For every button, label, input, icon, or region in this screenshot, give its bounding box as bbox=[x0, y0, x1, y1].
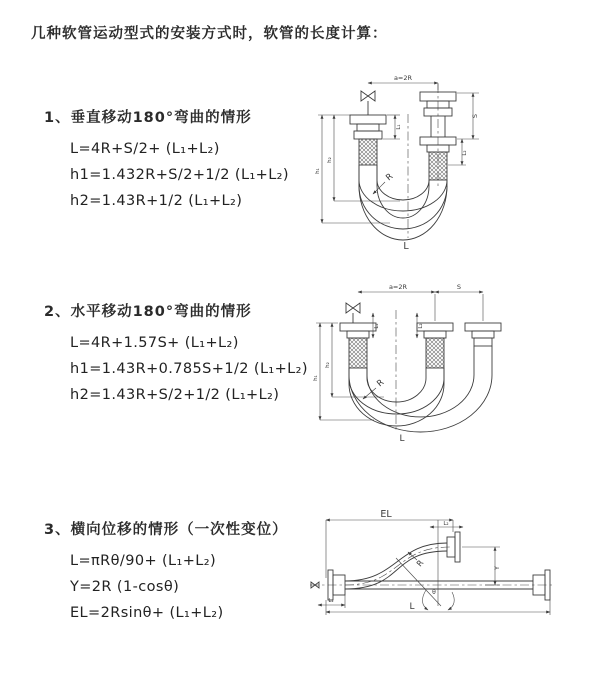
dim-label-h2: h₂ bbox=[327, 157, 333, 163]
label-radius: R bbox=[384, 171, 396, 184]
braid-section bbox=[426, 338, 444, 368]
section-3-heading: 3、横向位移的情形（一次性变位） bbox=[44, 522, 288, 538]
formula-length: L=4R+S/2+ (L₁+L₂) bbox=[70, 141, 220, 157]
dim-label-l2: L₂ bbox=[418, 323, 424, 329]
dim-label-el: EL bbox=[380, 509, 392, 520]
label-radius: R bbox=[375, 377, 387, 390]
formula-y: Y=2R (1-cosθ) bbox=[70, 579, 180, 595]
label-length: L bbox=[399, 434, 405, 444]
hose-drawing bbox=[340, 303, 501, 432]
hose-s-curve-bottom bbox=[345, 551, 447, 589]
hose-bend-curves bbox=[349, 346, 492, 432]
section-1-heading: 1、垂直移动180°弯曲的情形 bbox=[44, 110, 252, 126]
dim-label-l1: L₁ bbox=[328, 598, 334, 604]
dim-label-s: S bbox=[471, 113, 479, 119]
radius-leader bbox=[373, 182, 385, 194]
dim-label-h1: h₁ bbox=[315, 168, 321, 174]
formula-h2: h2=1.43R+S/2+1/2 (L₁+L₂) bbox=[70, 387, 280, 403]
formula-length: L=πRθ/90+ (L₁+L₂) bbox=[70, 553, 217, 569]
label-angle-theta: θ bbox=[432, 589, 436, 596]
valve-icon bbox=[361, 91, 375, 101]
dim-label-h1: h₁ bbox=[313, 375, 319, 381]
dim-label-y: Y bbox=[493, 566, 501, 570]
section-lateral-displacement bbox=[44, 518, 344, 626]
dimension-lines bbox=[318, 83, 479, 238]
dim-label-a2r: a=2R bbox=[388, 283, 408, 291]
section-horizontal-180 bbox=[44, 300, 344, 408]
formula-h2: h2=1.43R+1/2 (L₁+L₂) bbox=[70, 193, 243, 209]
flange-middle bbox=[417, 323, 453, 368]
formula-el: EL=2Rsinθ+ (L₁+L₂) bbox=[70, 605, 224, 621]
label-length: L bbox=[403, 241, 409, 252]
braid-section bbox=[359, 139, 377, 165]
formula-h1: h1=1.432R+S/2+1/2 (L₁+L₂) bbox=[70, 167, 289, 183]
diagram-horizontal-180 bbox=[310, 280, 560, 448]
formula-h1: h1=1.43R+0.785S+1/2 (L₁+L₂) bbox=[70, 361, 308, 377]
braid-section bbox=[429, 152, 447, 180]
dimension-lines bbox=[316, 292, 483, 430]
dim-label-h2: h₂ bbox=[325, 362, 331, 368]
flange-left bbox=[340, 323, 376, 368]
valve-icon bbox=[346, 303, 360, 313]
dim-label-l2: L₂ bbox=[462, 150, 468, 156]
dim-label-a2r: a=2R bbox=[393, 74, 413, 82]
hose-drawing bbox=[311, 532, 550, 600]
braid-section bbox=[349, 338, 367, 368]
diagram-vertical-180 bbox=[310, 68, 550, 260]
diagram-lateral-displacement bbox=[300, 490, 570, 630]
hose-drawing bbox=[350, 91, 456, 240]
dimension-lines bbox=[310, 520, 555, 615]
page-title: 几种软管运动型式的安装方式时，软管的长度计算： bbox=[31, 26, 388, 42]
dim-label-s: S bbox=[456, 283, 462, 291]
formula-length: L=4R+1.57S+ (L₁+L₂) bbox=[70, 335, 239, 351]
flange-left bbox=[350, 115, 386, 165]
section-2-heading: 2、水平移动180°弯曲的情形 bbox=[44, 304, 252, 320]
flange-right bbox=[465, 323, 501, 346]
dim-label-l1: L₁ bbox=[374, 323, 380, 329]
dim-label-l1: L₁ bbox=[396, 124, 402, 130]
label-length: L bbox=[409, 602, 415, 612]
dim-label-l2: L₂ bbox=[443, 521, 449, 527]
label-radius: R bbox=[414, 558, 426, 569]
section-vertical-180 bbox=[44, 106, 344, 214]
